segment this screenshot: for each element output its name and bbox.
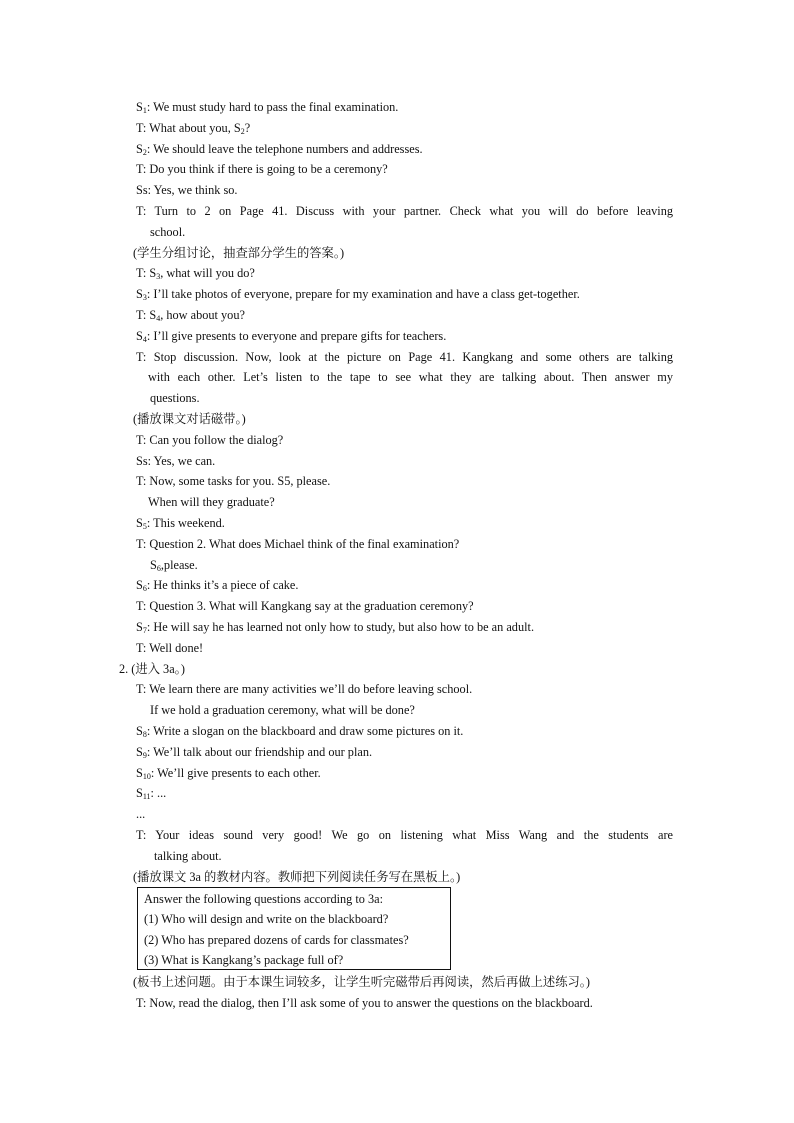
line-s7-answer: $S_7$: He will say he has learned not only how to study, but also how to be an adult. bbox=[136, 620, 535, 635]
line-t-read-dialog: T: Now, read the dialog, then I’ll ask some of you to answer the questions on the blackboard. bbox=[136, 996, 593, 1010]
line-s11-answer: $S_{11}$: ... bbox=[136, 786, 167, 801]
line-t-s4-question: T: $S_4$, how about you? bbox=[136, 308, 245, 323]
reading-task-title: Answer the following questions according to 3a: bbox=[144, 892, 384, 906]
line-questions: questions. bbox=[150, 391, 200, 405]
line-t-listen-tape: with each other. Let’s listen to the tape to see what they are talking about. Then answer my bbox=[148, 370, 673, 384]
line-talking-about: talking about. bbox=[154, 849, 222, 863]
line-t-ceremony-question: T: Do you think if there is going to be a ceremony? bbox=[136, 162, 388, 176]
line-t-tasks: T: Now, some tasks for you. S5, please. bbox=[136, 474, 331, 488]
line-note-blackboard: (板书上述问题。由于本课生词较多，让学生听完磁带后再阅读，然后再做上述练习。) bbox=[133, 975, 591, 989]
line-when-graduate: When will they graduate? bbox=[148, 495, 275, 509]
line-section-2-heading: 2. (进入 3a。) bbox=[119, 662, 185, 676]
line-s5-answer: $S_5$: This weekend. bbox=[136, 516, 225, 531]
line-ss-yes-we-can: Ss: Yes, we can. bbox=[136, 454, 216, 468]
line-s4-answer: $S_4$: I’ll give presents to everyone and prepare gifts for teachers. bbox=[136, 329, 447, 344]
line-t-your-ideas: T: Your ideas sound very good! We go on listening what Miss Wang and the students are bbox=[136, 828, 673, 842]
line-t-well-done: T: Well done! bbox=[136, 641, 204, 655]
line-s9-answer: $S_9$: We’ll talk about our friendship and our plan. bbox=[136, 745, 373, 760]
line-s10-answer: $S_{10}$: We’ll give presents to each other. bbox=[136, 766, 321, 781]
line-s8-answer: $S_8$: Write a slogan on the blackboard and draw some pictures on it. bbox=[136, 724, 464, 739]
line-t-what-about-you: T: What about you, $S_2$? bbox=[136, 121, 251, 136]
line-note-play-tape: (播放课文对话磁带。) bbox=[133, 412, 246, 426]
line-ss-yes: Ss: Yes, we think so. bbox=[136, 183, 238, 197]
line-t-s3-question: T: $S_3$, what will you do? bbox=[136, 266, 255, 281]
line-ellipsis: ... bbox=[136, 807, 146, 821]
reading-task-box bbox=[137, 887, 451, 970]
line-t-follow-dialog: T: Can you follow the dialog? bbox=[136, 433, 284, 447]
line-s2-answer: $S_2$: We should leave the telephone numbers and addresses. bbox=[136, 142, 423, 157]
line-t-activities: T: We learn there are many activities we’ll do before leaving school. bbox=[136, 682, 473, 696]
reading-task-question-3: (3) What is Kangkang’s package full of? bbox=[144, 953, 344, 967]
reading-task-question-2: (2) Who has prepared dozens of cards for classmates? bbox=[144, 933, 409, 947]
line-s3-answer: $S_3$: I’ll take photos of everyone, prepare for my examination and have a class get-together. bbox=[136, 287, 580, 302]
line-note-group-discussion: (学生分组讨论，抽查部分学生的答案。) bbox=[133, 246, 345, 260]
line-t-question-3: T: Question 3. What will Kangkang say at the graduation ceremony? bbox=[136, 599, 474, 613]
line-t-stop-discussion: T: Stop discussion. Now, look at the picture on Page 41. Kangkang and some others are talking bbox=[136, 350, 673, 364]
line-s6-answer: $S_6$: He thinks it’s a piece of cake. bbox=[136, 578, 299, 593]
line-s6-please: $S_6,please$. bbox=[150, 558, 198, 573]
line-graduation-ceremony-question: If we hold a graduation ceremony, what will be done? bbox=[150, 703, 415, 717]
reading-task-question-1: (1) Who will design and write on the blackboard? bbox=[144, 912, 389, 926]
line-t-question-2: T: Question 2. What does Michael think of the final examination? bbox=[136, 537, 460, 551]
line-school: school. bbox=[150, 225, 186, 239]
line-t-turn-to-page: T: Turn to 2 on Page 41. Discuss with your partner. Check what you will do before leaving bbox=[136, 204, 673, 218]
line-s1-answer: $S_1$: We must study hard to pass the final examination. bbox=[136, 100, 399, 115]
line-note-play-3a: (播放课文 3a 的教材内容。教师把下列阅读任务写在黑板上。) bbox=[133, 870, 461, 884]
